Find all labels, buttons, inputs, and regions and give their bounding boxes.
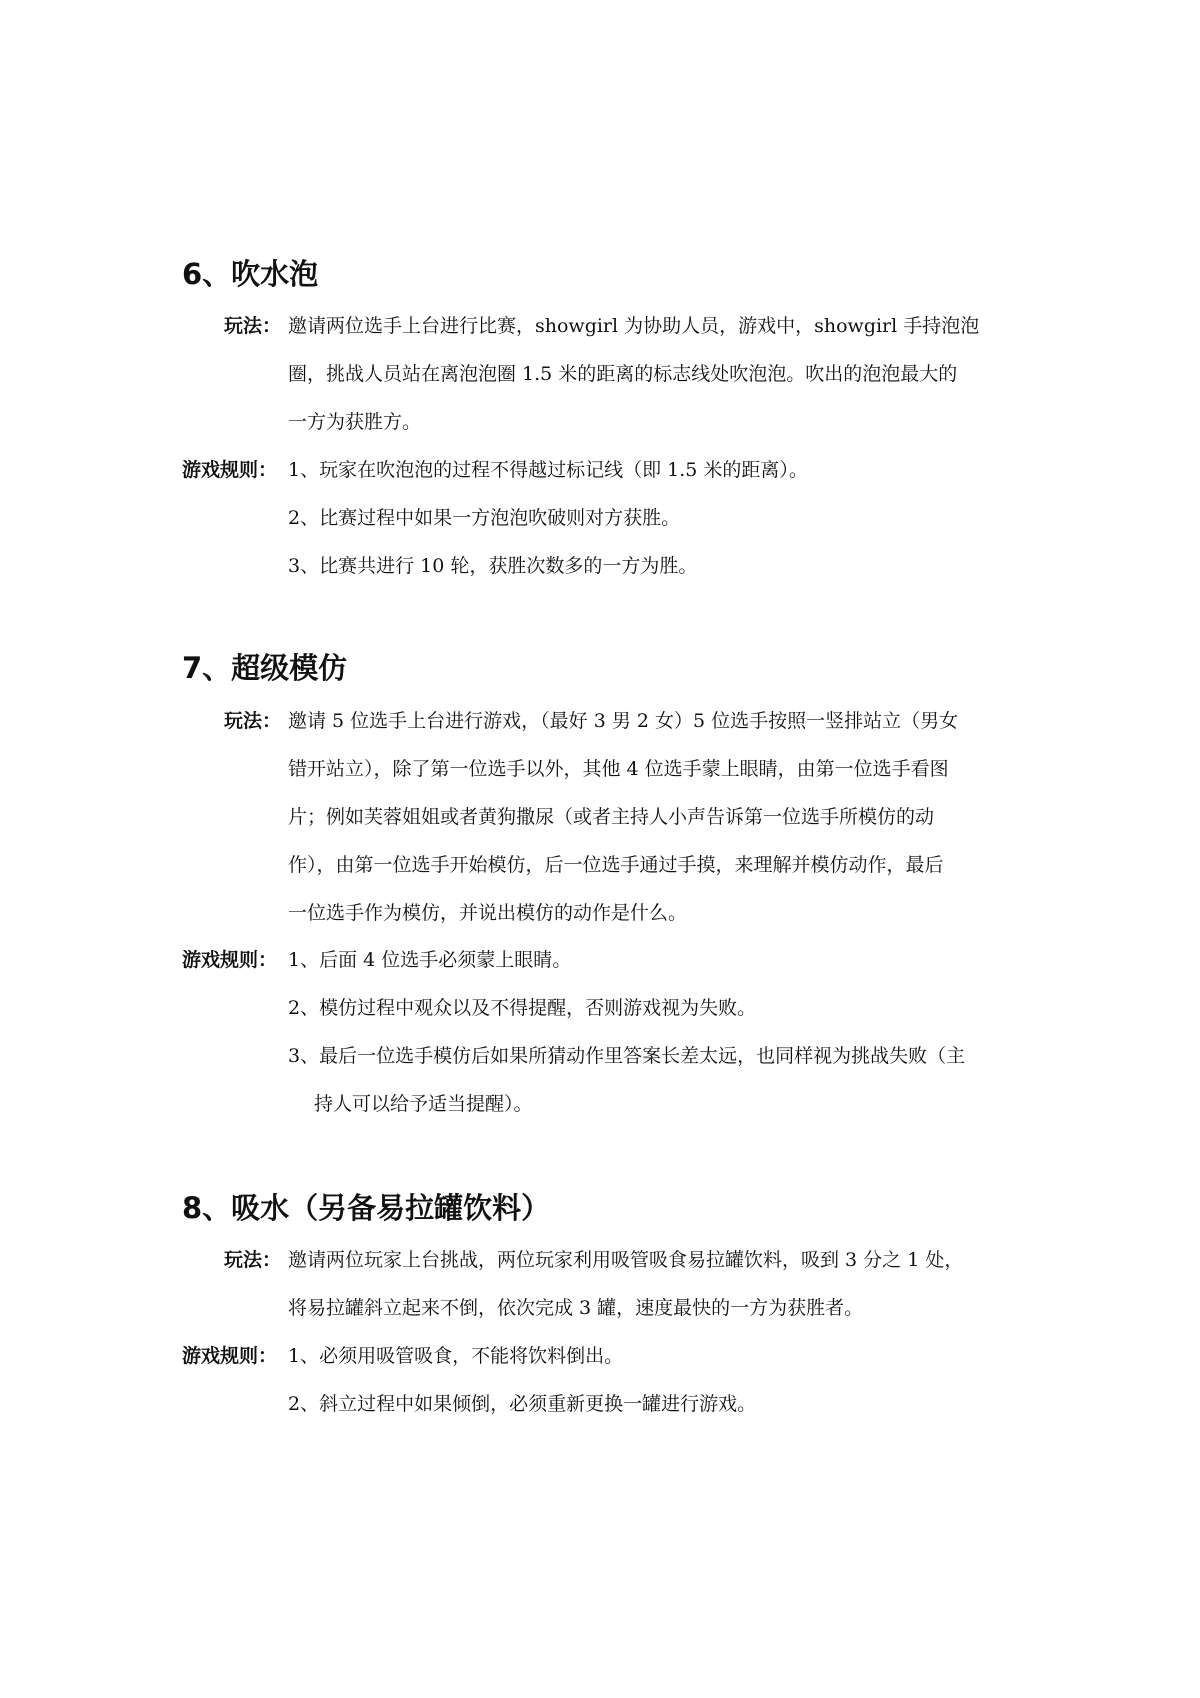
rule-line: 持人可以给予适当提醒）。 [314,1093,533,1115]
section-title: 7、超级模仿 [182,651,348,685]
play-line: 作），由第一位选手开始模仿，后一位选手通过手摸，来理解并模仿动作，最后 [288,854,944,876]
play-label: 玩法： [224,710,282,732]
rule-item: 2、斜立过程中如果倾倒，必须重新更换一罐进行游戏。 [288,1393,757,1415]
play-body [288,302,1023,446]
rule-line: 3、最后一位选手模仿后如果所猜动作里答案长差太远，也同样视为挑战失败（主 [288,1045,966,1067]
rule-item: 1、必须用吸管吸食，不能将饮料倒出。 [288,1345,624,1367]
rule-item: 2、比赛过程中如果一方泡泡吹破则对方获胜。 [288,507,681,529]
rules-label: 游戏规则： [182,1345,278,1367]
play-line: 圈，挑战人员站在离泡泡圈 1.5 米的距离的标志线处吹泡泡。吹出的泡泡最大的 [288,363,958,385]
rule-item: 1、后面 4 位选手必须蒙上眼睛。 [288,949,572,971]
section-title: 8、吸水（另备易拉罐饮料） [182,1191,551,1225]
play-line: 邀请两位选手上台进行比赛，showgirl 为协助人员，游戏中，showgirl 手持泡泡 [288,315,980,337]
play-body [288,1236,1023,1332]
play-line: 邀请两位玩家上台挑战，两位玩家利用吸管吸食易拉罐饮料，吸到 3 分之 1 处， [288,1249,964,1271]
section-title: 6、吹水泡 [182,257,319,291]
rules-list [288,446,808,590]
rules-list [288,1332,756,1428]
rules-label: 游戏规则： [182,949,278,971]
rules-label: 游戏规则： [182,459,278,481]
rule-item: 3、比赛共进行 10 轮，获胜次数多的一方为胜。 [288,555,698,577]
play-label: 玩法： [224,1249,282,1271]
play-label: 玩法： [224,315,282,337]
rule-item: 1、玩家在吹泡泡的过程不得越过标记线（即 1.5 米的距离）。 [288,459,808,481]
play-body [288,697,1023,937]
rules-list [288,936,756,1032]
play-line: 错开站立），除了第一位选手以外，其他 4 位选手蒙上眼睛，由第一位选手看图 [288,758,949,780]
rule-item: 2、模仿过程中观众以及不得提醒，否则游戏视为失败。 [288,997,757,1019]
play-line: 邀请 5 位选手上台进行游戏，（最好 3 男 2 女）5 位选手按照一竖排站立（男女 [288,710,959,732]
rule-item-wrapped [288,1032,1023,1128]
play-line: 将易拉罐斜立起来不倒，依次完成 3 罐，速度最快的一方为获胜者。 [288,1297,864,1319]
play-line: 一位选手作为模仿，并说出模仿的动作是什么。 [288,902,688,924]
play-line: 一方为获胜方。 [288,411,422,433]
play-line: 片；例如芙蓉姐姐或者黄狗撒尿（或者主持人小声告诉第一位选手所模仿的动 [288,806,935,828]
